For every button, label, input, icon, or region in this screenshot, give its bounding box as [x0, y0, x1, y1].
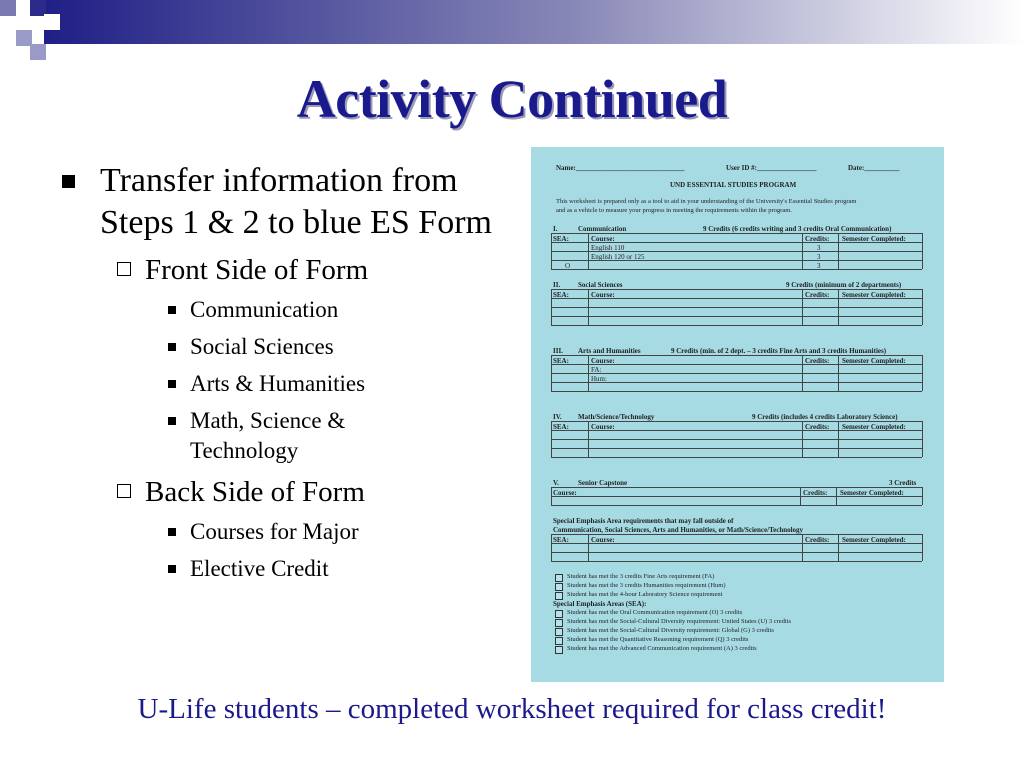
form-rule: [836, 487, 837, 505]
sec4-name: Math/Science/Technology: [578, 413, 655, 421]
square-bullet-icon: [168, 528, 176, 536]
form-rule: [551, 298, 922, 299]
sec2-num: II.: [553, 281, 561, 289]
form-rule: [551, 382, 922, 383]
sec1-credit: 3: [817, 244, 821, 252]
form-rule: [838, 355, 839, 391]
col-sea: SEA:: [553, 357, 569, 365]
sec3-req: 9 Credits (min. of 2 dept. – 3 credits Fine Arts and 3 credits Humanities): [671, 347, 887, 355]
col-course: Course:: [591, 357, 615, 365]
col-course: Course:: [591, 235, 615, 243]
col-semester: Semester Completed:: [842, 536, 906, 544]
form-rule: [588, 355, 589, 391]
bullet-text: Back Side of Form: [145, 476, 365, 508]
sec1-course: English 120 or 125: [591, 253, 645, 261]
form-rule: [802, 289, 803, 325]
sec1-sea: O: [565, 262, 571, 270]
form-rule: [588, 289, 589, 325]
form-rule: [838, 233, 839, 269]
bullet-communication: [62, 295, 512, 325]
checkbox-icon: [555, 628, 563, 636]
form-rule: [838, 289, 839, 325]
square-bullet-icon: [62, 175, 75, 188]
form-rule: [551, 373, 922, 374]
bullet-text: Transfer information from Steps 1 & 2 to blue ES Form: [100, 162, 492, 241]
form-rule: [922, 289, 923, 325]
sec1-course: English 110: [591, 244, 625, 252]
bullet-back-side: [62, 474, 512, 510]
form-rule: [551, 364, 922, 365]
col-credits: Credits:: [805, 235, 830, 243]
form-intro: This worksheet is prepared only as a tool to aid in your understanding of the University's Essential Studies program: [556, 198, 857, 205]
header-banner: [0, 0, 1024, 62]
form-rule: [551, 534, 922, 535]
slide-title: Activity Continued: [296, 69, 728, 129]
bullet-text: Math, Science & Technology: [190, 408, 346, 463]
bullet-text: Social Sciences: [190, 334, 334, 359]
check-item: Student has met the Social-Cultural Diversity requirement: United States (U) 3 credits: [567, 618, 792, 625]
sec5-req: 3 Credits: [889, 479, 917, 487]
check-item: Student has met the 3 credits Humanities requirement (Hum): [567, 582, 726, 589]
form-rule: [551, 251, 922, 252]
form-rule: [551, 457, 922, 458]
checkbox-icon: [555, 637, 563, 645]
sec3-hum: Hum:: [591, 375, 607, 383]
sec1-num: I.: [553, 225, 558, 233]
col-credits: Credits:: [803, 489, 828, 497]
bullet-text: Courses for Major: [190, 519, 359, 544]
sec3-fa: FA:: [591, 366, 602, 374]
col-sea: SEA:: [553, 536, 569, 544]
square-bullet-icon: [168, 343, 176, 351]
checkbox-icon: [555, 610, 563, 618]
col-credits: Credits:: [805, 357, 830, 365]
checkbox-icon: [555, 619, 563, 627]
check-item: Student has met the Oral Communication requirement (O) 3 credits: [567, 609, 743, 616]
sec1-name: Communication: [578, 225, 627, 233]
checkbox-icon: [555, 592, 563, 600]
form-rule: [551, 391, 922, 392]
col-course: Course:: [591, 423, 615, 431]
bullet-text: Front Side of Form: [145, 254, 369, 286]
form-rule: [551, 233, 922, 234]
form-rule: [588, 534, 589, 561]
sec1-credit: 3: [817, 253, 821, 261]
form-rule: [551, 355, 922, 356]
col-credits: Credits:: [805, 423, 830, 431]
footer-note: U-Life students – completed worksheet required for class credit!: [137, 693, 887, 725]
checkbox-icon: [555, 583, 563, 591]
bullet-text: Communication: [190, 297, 339, 322]
square-bullet-icon: [168, 565, 176, 573]
square-bullet-icon: [168, 306, 176, 314]
col-course: Course:: [591, 536, 615, 544]
check-item: Student has met the Social-Cultural Diversity requirement: Global (G) 3 credits: [567, 627, 774, 634]
col-semester: Semester Completed:: [842, 291, 906, 299]
col-sea: SEA:: [553, 423, 569, 431]
col-credits: Credits:: [805, 291, 830, 299]
form-rule: [551, 543, 922, 544]
bullet-list: [62, 160, 512, 584]
bullet-elective-credit: [62, 554, 512, 584]
form-rule: [922, 233, 923, 269]
sea-heading: Special Emphasis Areas (SEA):: [553, 600, 647, 608]
sec5-name: Senior Capstone: [578, 479, 628, 487]
col-semester: Semester Completed:: [842, 357, 906, 365]
sec1-credit: 3: [817, 262, 821, 270]
sec3-name: Arts and Humanities: [578, 347, 641, 355]
special-heading: Special Emphasis Area requirements that may fall outside of: [553, 517, 734, 525]
checkbox-icon: [555, 646, 563, 654]
bullet-courses-major: [62, 517, 512, 547]
form-rule: [551, 534, 552, 561]
special-heading: Communication, Social Sciences, Arts and Humanities, or Math/Science/Technology: [553, 526, 804, 534]
form-rule: [551, 430, 922, 431]
form-rule: [551, 289, 922, 290]
col-sea: SEA:: [553, 235, 569, 243]
col-credits: Credits:: [805, 536, 830, 544]
form-rule: [922, 355, 923, 391]
form-rule: [551, 505, 922, 506]
square-bullet-icon: [168, 380, 176, 388]
form-rule: [551, 325, 922, 326]
form-userid-label: User ID #:_________________: [726, 164, 817, 172]
form-rule: [551, 307, 922, 308]
form-rule: [838, 421, 839, 457]
form-rule: [922, 534, 923, 561]
form-rule: [551, 242, 922, 243]
form-intro: and as a vehicle to measure your progress in meeting the requirements within the program.: [556, 207, 792, 214]
bullet-math-science: [62, 406, 390, 466]
form-name-label: Name:_______________________________: [556, 164, 685, 172]
form-rule: [588, 421, 589, 457]
form-rule: [588, 233, 589, 269]
sec5-num: V.: [553, 479, 559, 487]
sec2-req: 9 Credits (minimum of 2 departments): [786, 281, 902, 289]
bullet-text: Elective Credit: [190, 556, 329, 581]
form-rule: [802, 534, 803, 561]
col-course: Course:: [553, 489, 577, 497]
form-rule: [551, 448, 922, 449]
check-item: Student has met the Quantitative Reasoning requirement (Q) 3 credits: [567, 636, 749, 643]
sec4-req: 9 Credits (includes 4 credits Laboratory Science): [752, 413, 898, 421]
col-semester: Semester Completed:: [840, 489, 904, 497]
form-rule: [551, 421, 552, 457]
form-rule: [551, 316, 922, 317]
form-date-label: Date:__________: [848, 164, 900, 172]
essential-studies-form: [531, 147, 944, 682]
form-rule: [551, 552, 922, 553]
bullet-text: Arts & Humanities: [190, 371, 366, 396]
form-program-title: UND ESSENTIAL STUDIES PROGRAM: [670, 181, 797, 189]
form-rule: [551, 496, 922, 497]
form-rule: [802, 421, 803, 457]
col-course: Course:: [591, 291, 615, 299]
check-item: Student has met the 3 credits Fine Arts requirement (FA): [567, 573, 715, 580]
sec1-req: 9 Credits (6 credits writing and 3 credits Oral Communication): [703, 225, 892, 233]
form-rule: [551, 421, 922, 422]
check-item: Student has met the Advanced Communication requirement (A) 3 credits: [567, 645, 757, 652]
form-rule: [551, 439, 922, 440]
col-semester: Semester Completed:: [842, 235, 906, 243]
form-rule: [551, 487, 552, 505]
sec4-num: IV.: [553, 413, 562, 421]
form-rule: [551, 269, 922, 270]
sec3-num: III.: [553, 347, 563, 355]
hollow-square-bullet-icon: [117, 262, 131, 276]
form-rule: [551, 355, 552, 391]
form-rule: [922, 487, 923, 505]
form-rule: [551, 233, 552, 269]
sec2-name: Social Sciences: [578, 281, 623, 289]
bullet-arts-humanities: [62, 369, 512, 399]
checkbox-icon: [555, 574, 563, 582]
form-rule: [551, 561, 922, 562]
col-semester: Semester Completed:: [842, 423, 906, 431]
form-rule: [551, 487, 922, 488]
bullet-social-sciences: [62, 332, 512, 362]
check-item: Student has met the 4-hour Laboratory Science requirement: [567, 591, 723, 598]
form-rule: [922, 421, 923, 457]
form-rule: [800, 487, 801, 505]
col-sea: SEA:: [553, 291, 569, 299]
bullet-transfer: [62, 160, 512, 244]
form-rule: [551, 289, 552, 325]
form-rule: [802, 355, 803, 391]
form-rule: [551, 260, 922, 261]
bullet-front-side: [62, 252, 512, 288]
hollow-square-bullet-icon: [117, 484, 131, 498]
square-bullet-icon: [168, 417, 176, 425]
form-rule: [802, 233, 803, 269]
form-rule: [838, 534, 839, 561]
